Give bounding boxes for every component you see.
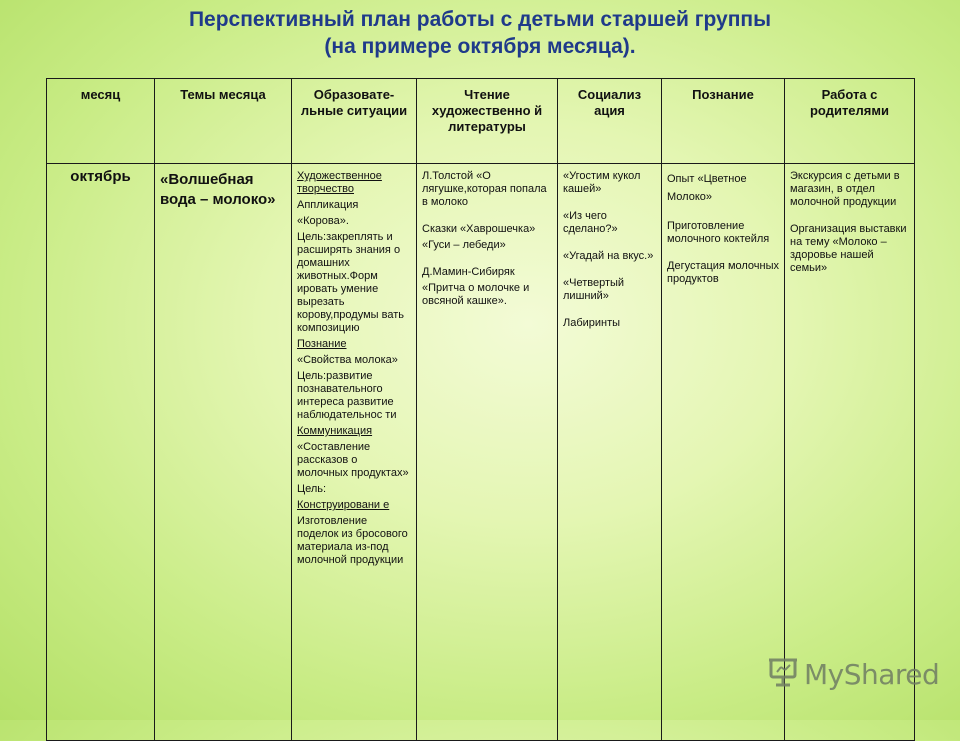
column-header-parents: Работа с родителями — [785, 79, 915, 164]
column-header-cognition: Познание — [662, 79, 785, 164]
page-title — [0, 6, 960, 60]
situation-item: Аппликация — [297, 199, 359, 211]
column-header-situations: Образовате-льные ситуации — [292, 79, 417, 164]
reading-item: Сказки «Хаврошечка» — [422, 223, 536, 235]
column-header-month: месяц — [47, 79, 155, 164]
situation-item: «Корова». — [297, 215, 349, 227]
table-header-row — [47, 79, 915, 164]
theme-cell: «Волшебная вода – молоко» — [155, 164, 292, 741]
situation-heading: Конструировани е — [297, 499, 390, 511]
presentation-board-icon — [766, 654, 804, 695]
parents-item: Экскурсия с детьми в магазин, в отдел молочной продукции — [790, 170, 900, 208]
title-line-1: Перспективный план работы с детьми старшей группы — [188, 8, 772, 31]
socialization-item: Лабиринты — [563, 317, 621, 329]
situations-cell — [292, 164, 417, 741]
reading-item: Д.Мамин-Сибиряк — [422, 266, 515, 278]
socialization-item: «Угадай на вкус.» — [563, 250, 654, 262]
situation-heading: Коммуникация — [297, 425, 373, 437]
situation-heading: Познание — [297, 338, 347, 350]
cognition-item: Дегустация молочных продуктов — [667, 260, 780, 285]
situation-goal: Цель: — [297, 483, 327, 495]
column-header-themes: Темы месяца — [155, 79, 292, 164]
watermark — [766, 654, 939, 695]
month-cell: октябрь — [47, 164, 155, 741]
situation-item: «Свойства молока» — [297, 354, 398, 366]
plan-table — [46, 78, 915, 741]
reading-item: Л.Толстой «О лягушке,которая попала в молоко — [422, 170, 547, 208]
situation-heading: Художественное творчество — [297, 170, 382, 195]
situation-item: Изготовление поделок из бросового материала из-под молочной продукции — [297, 515, 408, 566]
situation-item: «Составление рассказов о молочных продуктах» — [297, 441, 409, 479]
title-line-2: (на примере октября месяца). — [324, 35, 636, 58]
socialization-item: «Из чего сделано?» — [563, 210, 618, 235]
situation-goal: Цель:закреплять и расширять знания о домашних животных.Форм ировать умение вырезать корову,продумы вать композицию — [297, 231, 404, 334]
reading-item: «Гуси – лебеди» — [422, 239, 506, 251]
socialization-item: «Четвертый лишний» — [563, 277, 625, 302]
column-header-reading: Чтение художественно й литературы — [417, 79, 558, 164]
column-header-socialization: Социализ ация — [558, 79, 662, 164]
watermark-text: MyShared — [804, 658, 940, 691]
socialization-item: «Угостим кукол кашей» — [563, 170, 641, 195]
situation-goal: Цель:развитие познавательного интереса развитие наблюдательнос ти — [297, 370, 397, 421]
socialization-cell — [558, 164, 662, 741]
reading-item: «Притча о молочке и овсяной кашке». — [422, 282, 530, 307]
cognition-item: Опыт «Цветное Молоко» — [667, 173, 747, 203]
cognition-item: Приготовление молочного коктейля — [667, 220, 770, 245]
parents-item: Организация выставки на тему «Молоко – здоровье нашей семьи» — [790, 223, 907, 274]
reading-cell — [417, 164, 558, 741]
